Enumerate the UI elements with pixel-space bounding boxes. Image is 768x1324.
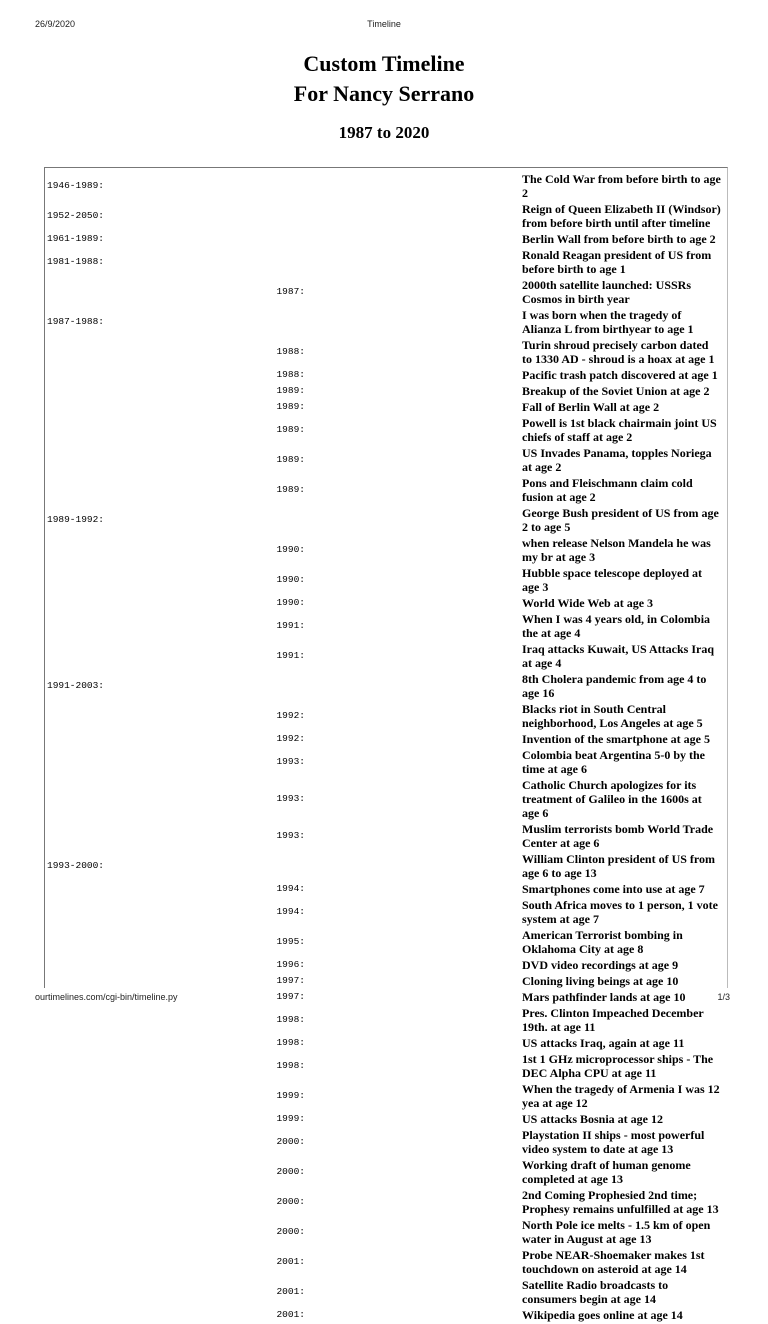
- table-row: [45, 612, 727, 640]
- row-date: 1993:: [276, 830, 305, 841]
- row-date: 1989-1992:: [47, 514, 105, 525]
- row-event: The Cold War from before birth to age 2: [522, 172, 721, 200]
- row-date: 1999:: [276, 1113, 305, 1124]
- table-row: [45, 566, 727, 594]
- row-event: Colombia beat Argentina 5-0 by the time at age 6: [522, 748, 705, 776]
- row-event: Iraq attacks Kuwait, US Attacks Iraq at age 4: [522, 642, 715, 670]
- table-row: [45, 596, 727, 610]
- row-event: Ronald Reagan president of US from before birth to age 1: [522, 248, 712, 276]
- table-row: [45, 400, 727, 414]
- table-row: [45, 416, 727, 444]
- row-date: 1994:: [276, 883, 305, 894]
- print-date: 26/9/2020: [35, 19, 76, 29]
- row-date: 1987:: [276, 286, 305, 297]
- row-event: North Pole ice melts - 1.5 km of open water in August at age 13: [522, 1218, 711, 1246]
- year-range: 1987 to 2020: [338, 123, 430, 142]
- row-event: Fall of Berlin Wall at age 2: [522, 400, 660, 414]
- row-date: 1988:: [276, 346, 305, 357]
- table-row: [45, 642, 727, 670]
- row-event: When the tragedy of Armenia I was 12 yea at age 12: [522, 1082, 720, 1110]
- table-row: [45, 1036, 727, 1050]
- row-date: 1993-2000:: [47, 860, 105, 871]
- row-date: 1989:: [276, 484, 305, 495]
- row-date: 1946-1989:: [47, 180, 105, 191]
- row-date: 1995:: [276, 936, 305, 947]
- table-row: [45, 1308, 727, 1322]
- table-row: [45, 232, 727, 246]
- table-row: [45, 248, 727, 276]
- row-event: American Terrorist bombing in Oklahoma City at age 8: [522, 928, 683, 956]
- row-event: Wikipedia goes online at age 14: [522, 1308, 683, 1322]
- row-date: 1992:: [276, 733, 305, 744]
- table-row: [45, 446, 727, 474]
- row-event: Reign of Queen Elizabeth II (Windsor) from before birth until after timeline: [522, 202, 721, 230]
- row-date: 1987-1988:: [47, 316, 105, 327]
- row-date: 1990:: [276, 544, 305, 555]
- row-date: 1989:: [276, 454, 305, 465]
- page-title: [0, 49, 768, 109]
- row-event: Pres. Clinton Impeached December 19th. at age 11: [522, 1006, 704, 1034]
- table-row: [45, 1082, 727, 1110]
- row-date: 2000:: [276, 1196, 305, 1207]
- row-date: 1993:: [276, 793, 305, 804]
- row-event: 8th Cholera pandemic from age 4 to age 16: [522, 672, 707, 700]
- row-date: 1993:: [276, 756, 305, 767]
- row-date: 1992:: [276, 710, 305, 721]
- table-row: [45, 1128, 727, 1156]
- table-row: [45, 748, 727, 776]
- row-date: 1991:: [276, 620, 305, 631]
- row-event: Mars pathfinder lands at age 10: [522, 990, 686, 1004]
- table-row: [45, 672, 727, 700]
- row-event: Turin shroud precisely carbon dated to 1330 AD - shroud is a hoax at age 1: [522, 338, 715, 366]
- table-row: [45, 202, 727, 230]
- row-date: 1999:: [276, 1090, 305, 1101]
- table-row: [45, 1218, 727, 1246]
- row-date: 1989:: [276, 401, 305, 412]
- row-date: 1989:: [276, 424, 305, 435]
- row-date: 2000:: [276, 1136, 305, 1147]
- row-date: 1998:: [276, 1014, 305, 1025]
- row-date: 1990:: [276, 597, 305, 608]
- table-row: [45, 278, 727, 306]
- table-row: [45, 338, 727, 366]
- row-date: 1998:: [276, 1037, 305, 1048]
- row-event: Powell is 1st black chairmain joint US chiefs of staff at age 2: [522, 416, 717, 444]
- table-row: [45, 702, 727, 730]
- row-date: 1991-2003:: [47, 680, 105, 691]
- table-row: [45, 1188, 727, 1216]
- page-number: 1/3: [717, 992, 730, 1002]
- row-date: 2001:: [276, 1286, 305, 1297]
- footer-url: ourtimelines.com/cgi-bin/timeline.py: [35, 992, 178, 1002]
- row-date: 1997:: [276, 991, 305, 1002]
- table-row: [45, 1112, 727, 1126]
- table-row: [45, 1158, 727, 1186]
- row-event: Invention of the smartphone at age 5: [522, 732, 710, 746]
- title-line-1: Custom Timeline: [303, 51, 465, 76]
- row-event: Cloning living beings at age 10: [522, 974, 679, 988]
- row-event: 2nd Coming Prophesied 2nd time; Prophesy remains unfulfilled at age 13: [522, 1188, 719, 1216]
- row-date: 1961-1989:: [47, 233, 105, 244]
- table-row: [45, 536, 727, 564]
- row-event: Smartphones come into use at age 7: [522, 882, 705, 896]
- row-event: George Bush president of US from age 2 to age 5: [522, 506, 719, 534]
- row-date: 1952-2050:: [47, 210, 105, 221]
- row-event: Muslim terrorists bomb World Trade Center at age 6: [522, 822, 714, 850]
- table-row: [45, 1248, 727, 1276]
- table-row: [45, 882, 727, 896]
- row-event: 1st 1 GHz microprocessor ships - The DEC Alpha CPU at age 11: [522, 1052, 714, 1080]
- row-date: 1998:: [276, 1060, 305, 1071]
- row-event: US attacks Bosnia at age 12: [522, 1112, 664, 1126]
- row-date: 1988:: [276, 369, 305, 380]
- row-event: World Wide Web at age 3: [522, 596, 654, 610]
- row-event: Pacific trash patch discovered at age 1: [522, 368, 718, 382]
- row-event: South Africa moves to 1 person, 1 vote system at age 7: [522, 898, 718, 926]
- timeline-rows: [45, 172, 727, 1322]
- table-row: [45, 778, 727, 820]
- row-event: Working draft of human genome completed at age 13: [522, 1158, 691, 1186]
- row-event: Berlin Wall from before birth to age 2: [522, 232, 716, 246]
- row-event: I was born when the tragedy of Alianza L from birthyear to age 1: [522, 308, 694, 336]
- row-event: Blacks riot in South Central neighborhood, Los Angeles at age 5: [522, 702, 703, 730]
- table-row: [45, 308, 727, 336]
- table-row: [45, 172, 727, 200]
- row-event: Catholic Church apologizes for its treatment of Galileo in the 1600s at age 6: [522, 778, 702, 820]
- table-row: [45, 822, 727, 850]
- row-date: 1989:: [276, 385, 305, 396]
- row-event: DVD video recordings at age 9: [522, 958, 679, 972]
- row-date: 1997:: [276, 975, 305, 986]
- row-event: When I was 4 years old, in Colombia the at age 4: [522, 612, 711, 640]
- table-row: [45, 1278, 727, 1306]
- print-tab-title: Timeline: [367, 19, 401, 29]
- row-event: William Clinton president of US from age 6 to age 13: [522, 852, 716, 880]
- row-event: Breakup of the Soviet Union at age 2: [522, 384, 710, 398]
- table-row: [45, 974, 727, 988]
- table-row: [45, 368, 727, 382]
- row-date: 2000:: [276, 1226, 305, 1237]
- row-date: 2000:: [276, 1166, 305, 1177]
- table-row: [45, 1052, 727, 1080]
- row-date: 1996:: [276, 959, 305, 970]
- row-date: 1990:: [276, 574, 305, 585]
- row-date: 1994:: [276, 906, 305, 917]
- table-row: [45, 928, 727, 956]
- row-date: 1981-1988:: [47, 256, 105, 267]
- row-event: Playstation II ships - most powerful video system to date at age 13: [522, 1128, 705, 1156]
- table-row: [45, 1006, 727, 1034]
- row-date: 2001:: [276, 1309, 305, 1320]
- row-event: when release Nelson Mandela he was my br at age 3: [522, 536, 711, 564]
- row-date: 2001:: [276, 1256, 305, 1267]
- table-row: [45, 506, 727, 534]
- row-date: 1991:: [276, 650, 305, 661]
- table-row: [45, 476, 727, 504]
- row-event: Pons and Fleischmann claim cold fusion at age 2: [522, 476, 693, 504]
- table-row: [45, 732, 727, 746]
- row-event: 2000th satellite launched: USSRs Cosmos in birth year: [522, 278, 692, 306]
- row-event: Satellite Radio broadcasts to consumers begin at age 14: [522, 1278, 669, 1306]
- table-row: [45, 958, 727, 972]
- row-event: US Invades Panama, topples Noriega at age 2: [522, 446, 712, 474]
- row-event: Probe NEAR-Shoemaker makes 1st touchdown on asteroid at age 14: [522, 1248, 705, 1276]
- table-row: [45, 384, 727, 398]
- row-event: US attacks Iraq, again at age 11: [522, 1036, 685, 1050]
- title-line-2: For Nancy Serrano: [293, 81, 475, 106]
- table-row: [45, 852, 727, 880]
- row-event: Hubble space telescope deployed at age 3: [522, 566, 702, 594]
- table-row: [45, 898, 727, 926]
